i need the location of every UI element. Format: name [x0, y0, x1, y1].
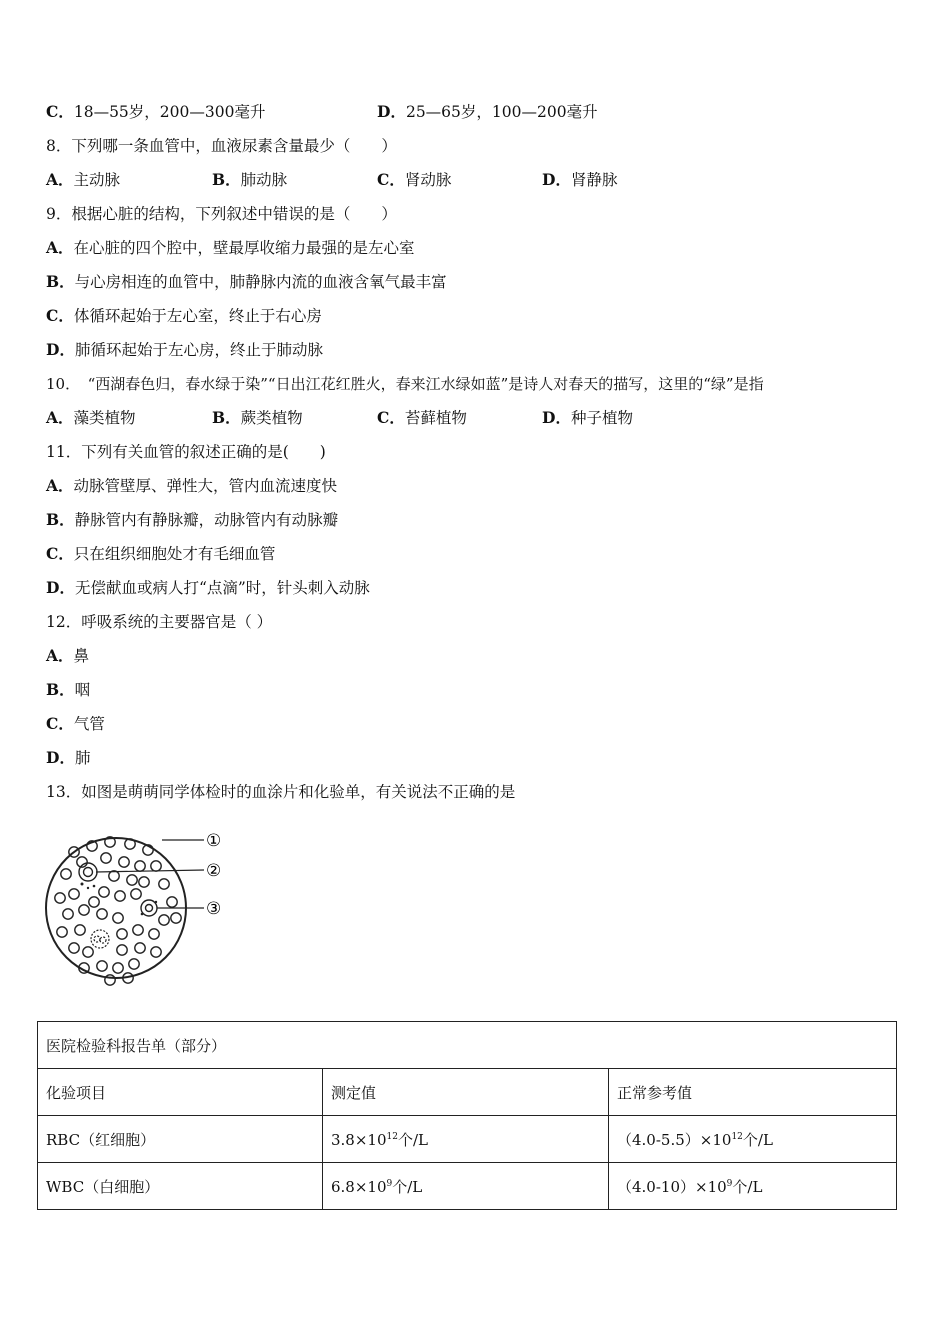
red-blood-cell: [133, 925, 143, 935]
red-blood-cell: [89, 897, 99, 907]
red-blood-cell: [99, 887, 109, 897]
q7-option-c: C．18—55岁，200—300毫升: [46, 102, 266, 121]
q8-option-a: A．主动脉: [46, 170, 121, 189]
red-blood-cell: [135, 861, 145, 871]
q11-option-b: B．静脉管内有静脉瓣，动脉管内有动脉瓣: [46, 510, 339, 529]
header-value: 测定值: [323, 1069, 609, 1116]
q9-option-c: C．体循环起始于左心室，终止于右心房: [46, 306, 322, 325]
red-blood-cell: [63, 909, 73, 919]
red-blood-cell: [129, 959, 139, 969]
q12-option-d: D．肺: [46, 748, 91, 767]
label-3: ③: [206, 899, 222, 919]
red-blood-cell: [101, 853, 111, 863]
red-blood-cell: [115, 891, 125, 901]
q9-stem: 9．根据心脏的结构，下列叙述中错误的是（ ）: [46, 205, 397, 223]
red-blood-cell: [69, 943, 79, 953]
row-item: RBC（红细胞）: [38, 1116, 323, 1163]
q10-option-d: D．种子植物: [542, 408, 633, 427]
q9-option-d: D．肺循环起始于左心房，终止于肺动脉: [46, 340, 323, 359]
q11-option-d: D．无偿献血或病人打“点滴”时，针头刺入动脉: [46, 578, 370, 597]
red-blood-cell: [61, 869, 71, 879]
q10-option-b: B．蕨类植物: [212, 408, 303, 427]
table-header-row: [38, 1069, 897, 1116]
red-blood-cell: [113, 963, 123, 973]
red-blood-cell: [159, 879, 169, 889]
lab-report-table: [37, 1021, 897, 1210]
q12-option-b: B．咽: [46, 680, 91, 699]
red-blood-cell: [97, 961, 107, 971]
row-item: WBC（白细胞）: [38, 1163, 323, 1210]
red-blood-cell: [75, 925, 85, 935]
red-blood-cell: [57, 927, 67, 937]
q11-option-c: C．只在组织细胞处才有毛细血管: [46, 544, 276, 563]
red-blood-cell: [135, 943, 145, 953]
q7-option-d: D．25—65岁，100—200毫升: [377, 102, 598, 121]
q8-option-c: C．肾动脉: [377, 170, 452, 189]
header-reference: 正常参考值: [609, 1069, 897, 1116]
red-blood-cell: [79, 905, 89, 915]
blood-smear-figure: [44, 822, 234, 994]
red-blood-cell: [97, 909, 107, 919]
table-row: [38, 1116, 897, 1163]
row-reference: $(4.0-10)\times 10^9$个/L: [609, 1163, 897, 1210]
q11-option-a: A．动脉管壁厚、弹性大，管内血流速度快: [46, 476, 338, 495]
q10-option-c: C．苔藓植物: [377, 408, 467, 427]
red-blood-cell: [113, 913, 123, 923]
red-blood-cell: [83, 947, 93, 957]
red-blood-cell: [119, 857, 129, 867]
q12-option-a: A．鼻: [46, 646, 90, 665]
red-blood-cell: [131, 889, 141, 899]
red-blood-cell: [159, 915, 169, 925]
table-title-row: [38, 1022, 897, 1069]
q10-option-a: A．藻类植物: [46, 408, 136, 427]
red-blood-cell: [55, 893, 65, 903]
red-blood-cell: [127, 875, 137, 885]
red-blood-cell: [167, 897, 177, 907]
white-blood-cell: [91, 930, 109, 948]
row-value: $3.8\times 10^{12}$个/L: [323, 1116, 609, 1163]
red-blood-cell: [171, 913, 181, 923]
q12-stem: 12．呼吸系统的主要器官是（ ）: [46, 613, 273, 631]
q9-option-a: A．在心脏的四个腔中，壁最厚收缩力最强的是左心室: [46, 238, 415, 257]
q13-stem: 13．如图是萌萌同学体检时的血涂片和化验单，有关说法不正确的是: [46, 783, 516, 801]
q11-stem: 11．下列有关血管的叙述正确的是( ): [46, 443, 326, 461]
red-blood-cell: [109, 871, 119, 881]
table-row: [38, 1163, 897, 1210]
q8-option-d: D．肾静脉: [542, 170, 618, 189]
label-2: ②: [206, 861, 222, 881]
red-blood-cell: [151, 947, 161, 957]
red-blood-cell: [69, 889, 79, 899]
q12-option-c: C．气管: [46, 714, 105, 733]
white-blood-cell: [141, 900, 157, 916]
report-title: 医院检验科报告单（部分）: [38, 1022, 897, 1069]
red-blood-cell: [149, 929, 159, 939]
red-blood-cell: [139, 877, 149, 887]
row-value: $6.8\times 10^9$个/L: [323, 1163, 609, 1210]
white-blood-cell: [79, 863, 97, 881]
q8-option-b: B．肺动脉: [212, 170, 288, 189]
row-reference: $(4.0-5.5)\times 10^{12}$个/L: [609, 1116, 897, 1163]
red-blood-cell: [117, 945, 127, 955]
q10-stem: 10． “西湖春色归，春水绿于染”“日出江花红胜火，春来江水绿如蓝”是诗人对春天的描写，这里的“绿”是指: [46, 375, 764, 393]
q8-stem: 8．下列哪一条血管中，血液尿素含量最少（ ）: [46, 137, 397, 155]
red-blood-cell: [151, 861, 161, 871]
label-1: ①: [206, 831, 222, 851]
header-item: 化验项目: [38, 1069, 323, 1116]
q9-option-b: B．与心房相连的血管中，肺静脉内流的血液含氧气最丰富: [46, 272, 447, 291]
red-blood-cell: [117, 929, 127, 939]
red-blood-cell: [105, 975, 115, 985]
